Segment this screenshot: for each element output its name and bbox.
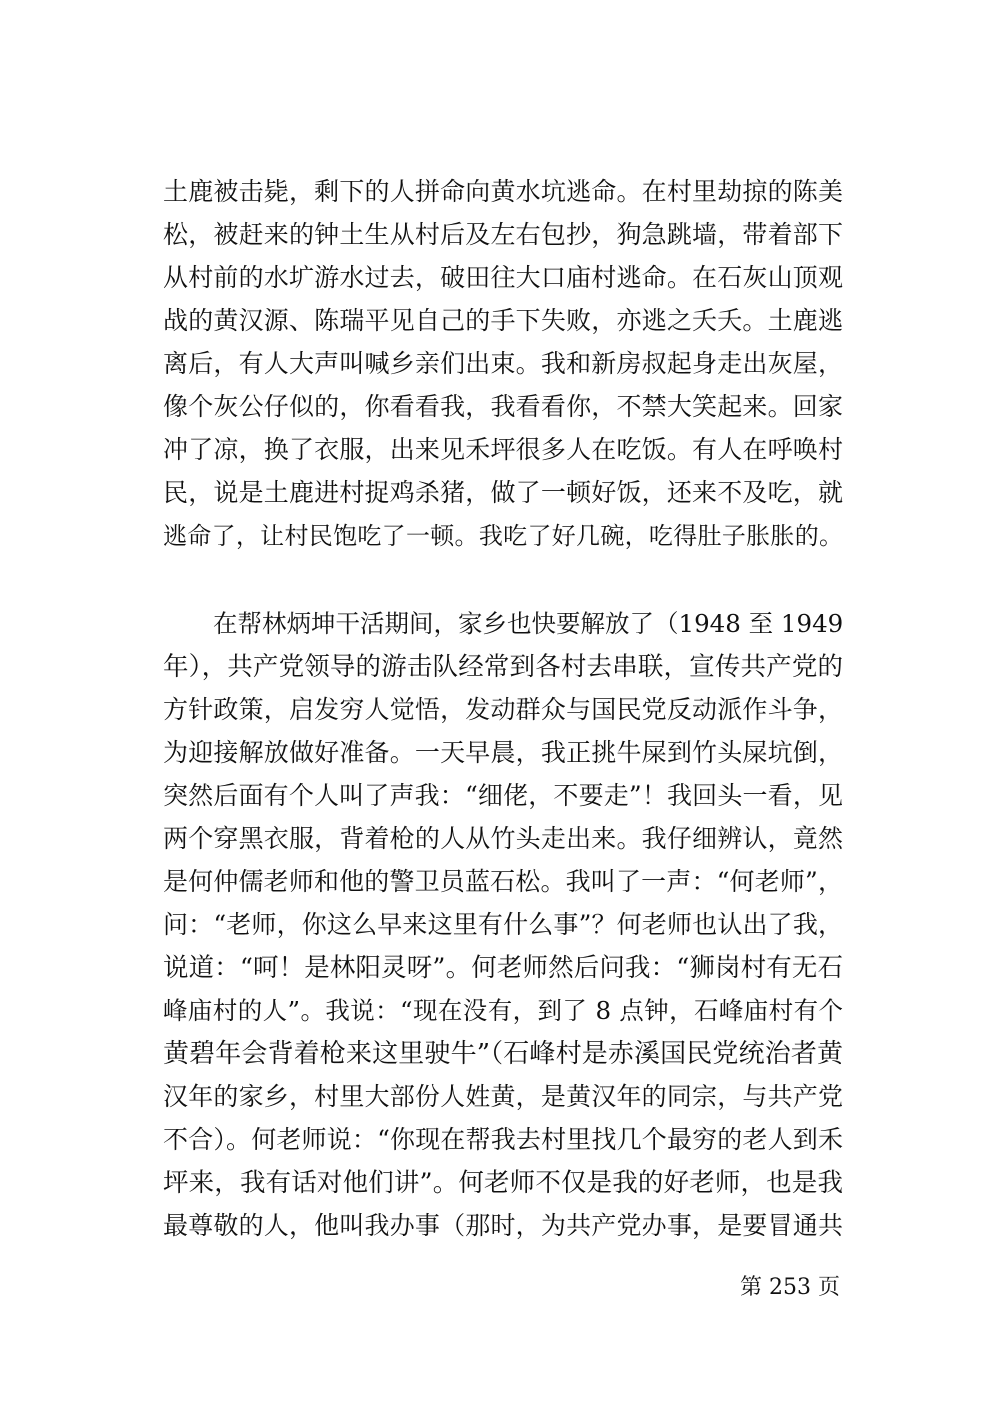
text-line: 逃命了，让村民饱吃了一顿。我吃了好几碗，吃得肚子胀胀的。 [163,522,843,550]
text-line: 峰庙村的人”。我说：“现在没有，到了 8 点钟，石峰庙村有个 [163,996,843,1025]
text-line: 离后，有人大声叫喊乡亲们出束。我和新房叔起身走出灰屋， [163,349,843,378]
text-line: 汉年的家乡，村里大部份人姓黄，是黄汉年的同宗，与共产党 [163,1082,843,1111]
text-line: 在帮林炳坤干活期间，家乡也快要解放了（1948 至 1949 [213,609,844,638]
text-line: 是何仲儒老师和他的警卫员蓝石松。我叫了一声：“何老师”， [163,867,843,896]
text-line: 不合）。何老师说：“你现在帮我去村里找几个最穷的老人到禾 [163,1125,843,1154]
text-line: 战的黄汉源、陈瑞平见自己的手下失败，亦逃之夭夭。土鹿逃 [163,306,843,335]
text-line: 冲了凉，换了衣服，出来见禾坪很多人在吃饭。有人在呼唤村 [163,435,843,464]
text-line: 松，被赶来的钟土生从村后及左右包抄，狗急跳墙，带着部下 [163,220,843,249]
text-line: 土鹿被击毙，剩下的人拼命向黄水坑逃命。在村里劫掠的陈美 [163,177,843,206]
text-line: 为迎接解放做好准备。一天早晨，我正挑牛屎到竹头屎坑倒， [163,738,843,767]
text-line: 年），共产党领导的游击队经常到各村去串联，宣传共产党的 [163,652,843,682]
text-line: 突然后面有个人叫了声我：“细佬，不要走”！我回头一看，见 [163,781,843,810]
text-line: 从村前的水圹游水过去，破田往大口庙村逃命。在石灰山顶观 [163,263,843,292]
text-line: 方针政策，启发穷人觉悟，发动群众与国民党反动派作斗争， [163,695,843,724]
text-line: 两个穿黑衣服，背着枪的人从竹头走出来。我仔细辨认，竟然 [163,824,843,853]
text-line: 像个灰公仔似的，你看看我，我看看你，不禁大笑起来。回家 [163,392,843,421]
text-line: 说道：“呵！是林阳灵呀”。何老师然后问我：“狮岗村有无石 [163,953,843,983]
text-line: 民，说是土鹿进村捉鸡杀猪，做了一顿好饭，还来不及吃，就 [163,478,843,507]
text-line: 黄碧年会背着枪来这里驶牛”（石峰村是赤溪国民党统治者黄 [163,1039,843,1069]
text-line: 坪来，我有话对他们讲”。何老师不仅是我的好老师，也是我 [163,1168,843,1198]
text-line: 最尊敬的人，他叫我办事（那时，为共产党办事，是要冒通共 [163,1211,843,1240]
text-line: 问：“老师，你这么早来这里有什么事”？何老师也认出了我， [163,910,843,939]
page-number: 第 253 页 [740,1275,840,1300]
